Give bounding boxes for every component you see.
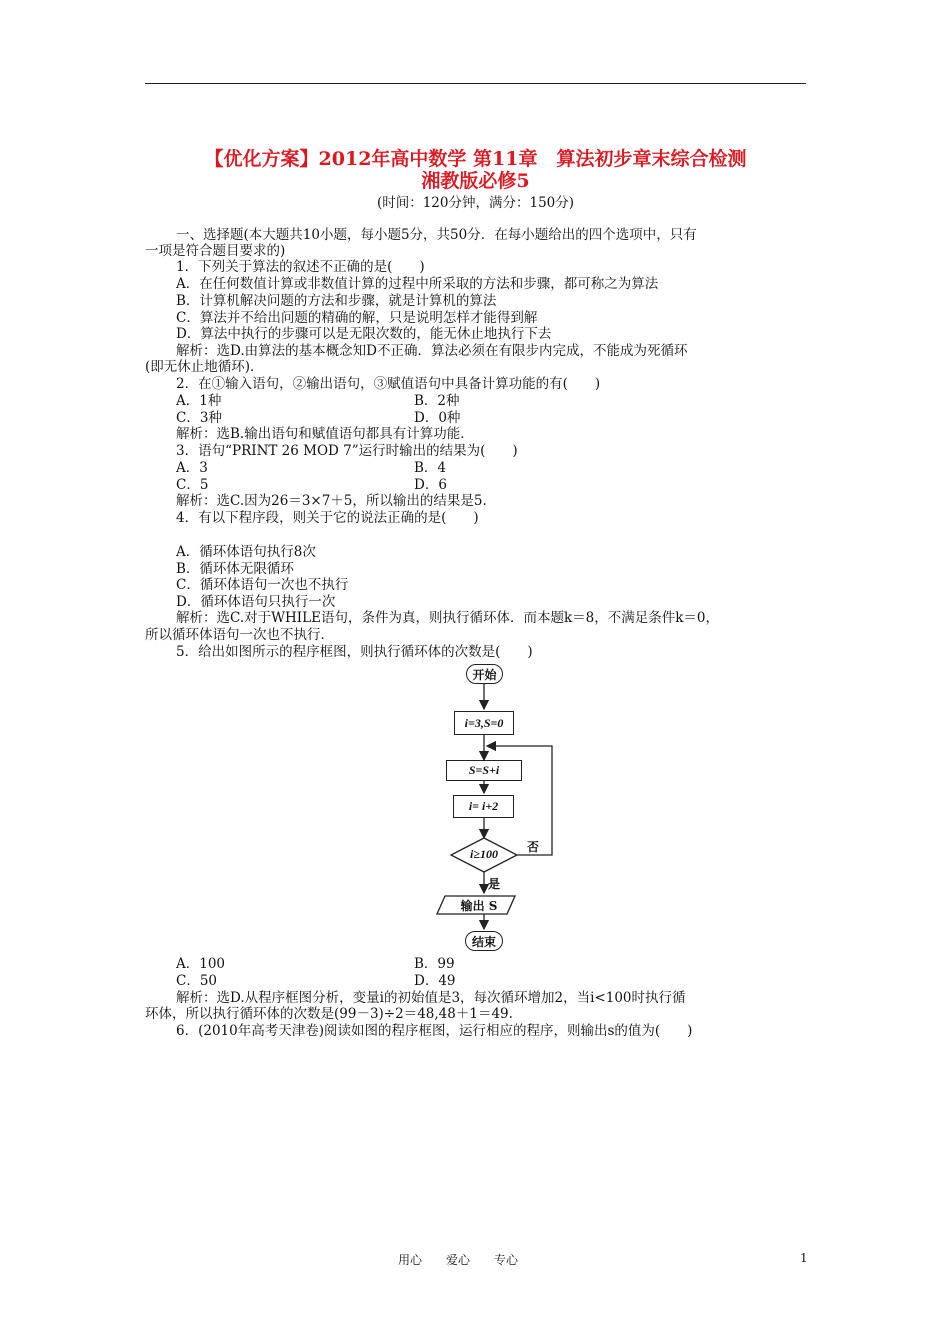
- increment-process: i= i+2: [453, 795, 514, 818]
- condition-label: i≥100: [470, 847, 498, 861]
- q5-option-b: B．99: [414, 956, 455, 972]
- q1-solution-cont: (即无休止地循环)．: [145, 359, 264, 375]
- q2-option-b: B．2种: [414, 393, 460, 409]
- init-process: i=3,S=0: [454, 711, 514, 735]
- q3-solution: 解析：选C.因为26＝3×7＋5，所以输出的结果是5.: [176, 493, 487, 509]
- q3-option-b: B．4: [414, 460, 447, 476]
- q1-solution: 解析：选D.由算法的基本概念知D不正确．算法必须在有限步内完成，不能成为死循环: [176, 343, 688, 359]
- time-info: (时间：120分钟，满分：150分): [376, 195, 575, 211]
- question-4: 4．有以下程序段，则关于它的说法正确的是( ): [176, 510, 479, 526]
- q5-option-d: D．49: [414, 973, 456, 989]
- question-2: 2．在①输入语句，②输出语句，③赋值语句中具备计算功能的有( ): [176, 376, 601, 392]
- question-5: 5．给出如图所示的程序框图，则执行循环体的次数是( ): [176, 644, 533, 660]
- document-subtitle: 湘教版必修5: [421, 170, 530, 192]
- q1-option-d: D．算法中执行的步骤可以是无限次数的，能无休止地执行下去: [176, 326, 552, 342]
- yes-branch-label: 是: [488, 877, 501, 891]
- end-terminal: 结束: [465, 931, 503, 951]
- q4-option-d: D．循环体语句只执行一次: [176, 594, 336, 610]
- q3-option-c: C．5: [176, 477, 209, 493]
- no-branch-label: 否: [527, 840, 540, 854]
- q1-option-b: B．计算机解决问题的方法和步骤，就是计算机的算法: [176, 293, 497, 309]
- q2-option-c: C．3种: [176, 410, 222, 426]
- q3-option-d: D．6: [414, 477, 447, 493]
- question-1: 1．下列关于算法的叙述不正确的是( ): [176, 259, 425, 275]
- q2-option-a: A．1种: [176, 393, 222, 409]
- q5-option-a: A．100: [176, 956, 226, 972]
- q4-solution: 解析：选C.对于WHILE语句，条件为真，则执行循环体．而本题k＝8，不满足条件k＝0，: [176, 610, 719, 626]
- q4-option-c: C．循环体语句一次也不执行: [176, 577, 349, 593]
- accumulate-process: S=S+i: [446, 760, 522, 781]
- question-3: 3．语句“PRINT 26 MOD 7”运行时输出的结果为( ): [176, 443, 518, 459]
- q2-solution: 解析：选B.输出语句和赋值语句都具有计算功能．: [176, 426, 474, 442]
- question-6: 6．(2010年高考天津卷)阅读如图的程序框图，运行相应的程序，则输出s的值为( ): [176, 1023, 693, 1039]
- section-intro-cont: 一项是符合题目要求的): [145, 243, 286, 259]
- start-terminal: 开始: [466, 664, 503, 684]
- q4-solution-cont: 所以循环体语句一次也不执行．: [145, 627, 334, 643]
- q4-option-a: A．循环体语句执行8次: [176, 544, 316, 560]
- page-number: 1: [800, 1251, 808, 1265]
- document-title: 【优化方案】2012年高中数学 第11章 算法初步章末综合检测: [204, 148, 747, 170]
- q5-solution: 解析：选D.从程序框图分析，变量i的初始值是3，每次循环增加2，当i<100时执行循: [176, 990, 686, 1006]
- q1-option-c: C．算法并不给出问题的精确的解，只是说明怎样才能得到解: [176, 310, 538, 326]
- footer-motto: 用心 爱心 专心: [398, 1253, 519, 1267]
- q4-option-b: B．循环体无限循环: [176, 561, 294, 577]
- section-intro: 一、选择题(本大题共10小题，每小题5分，共50分．在每小题给出的四个选项中，只有: [176, 227, 697, 243]
- q2-option-d: D．0种: [414, 410, 461, 426]
- q3-option-a: A．3: [176, 460, 208, 476]
- q5-solution-cont: 环体，所以执行循环体的次数是(99－3)÷2＝48,48＋1＝49.: [145, 1006, 513, 1022]
- q5-option-c: C．50: [176, 973, 218, 989]
- output-label: 输出 S: [460, 899, 498, 913]
- q1-option-a: A．在任何数值计算或非数值计算的过程中所采取的方法和步骤，都可称之为算法: [176, 276, 659, 292]
